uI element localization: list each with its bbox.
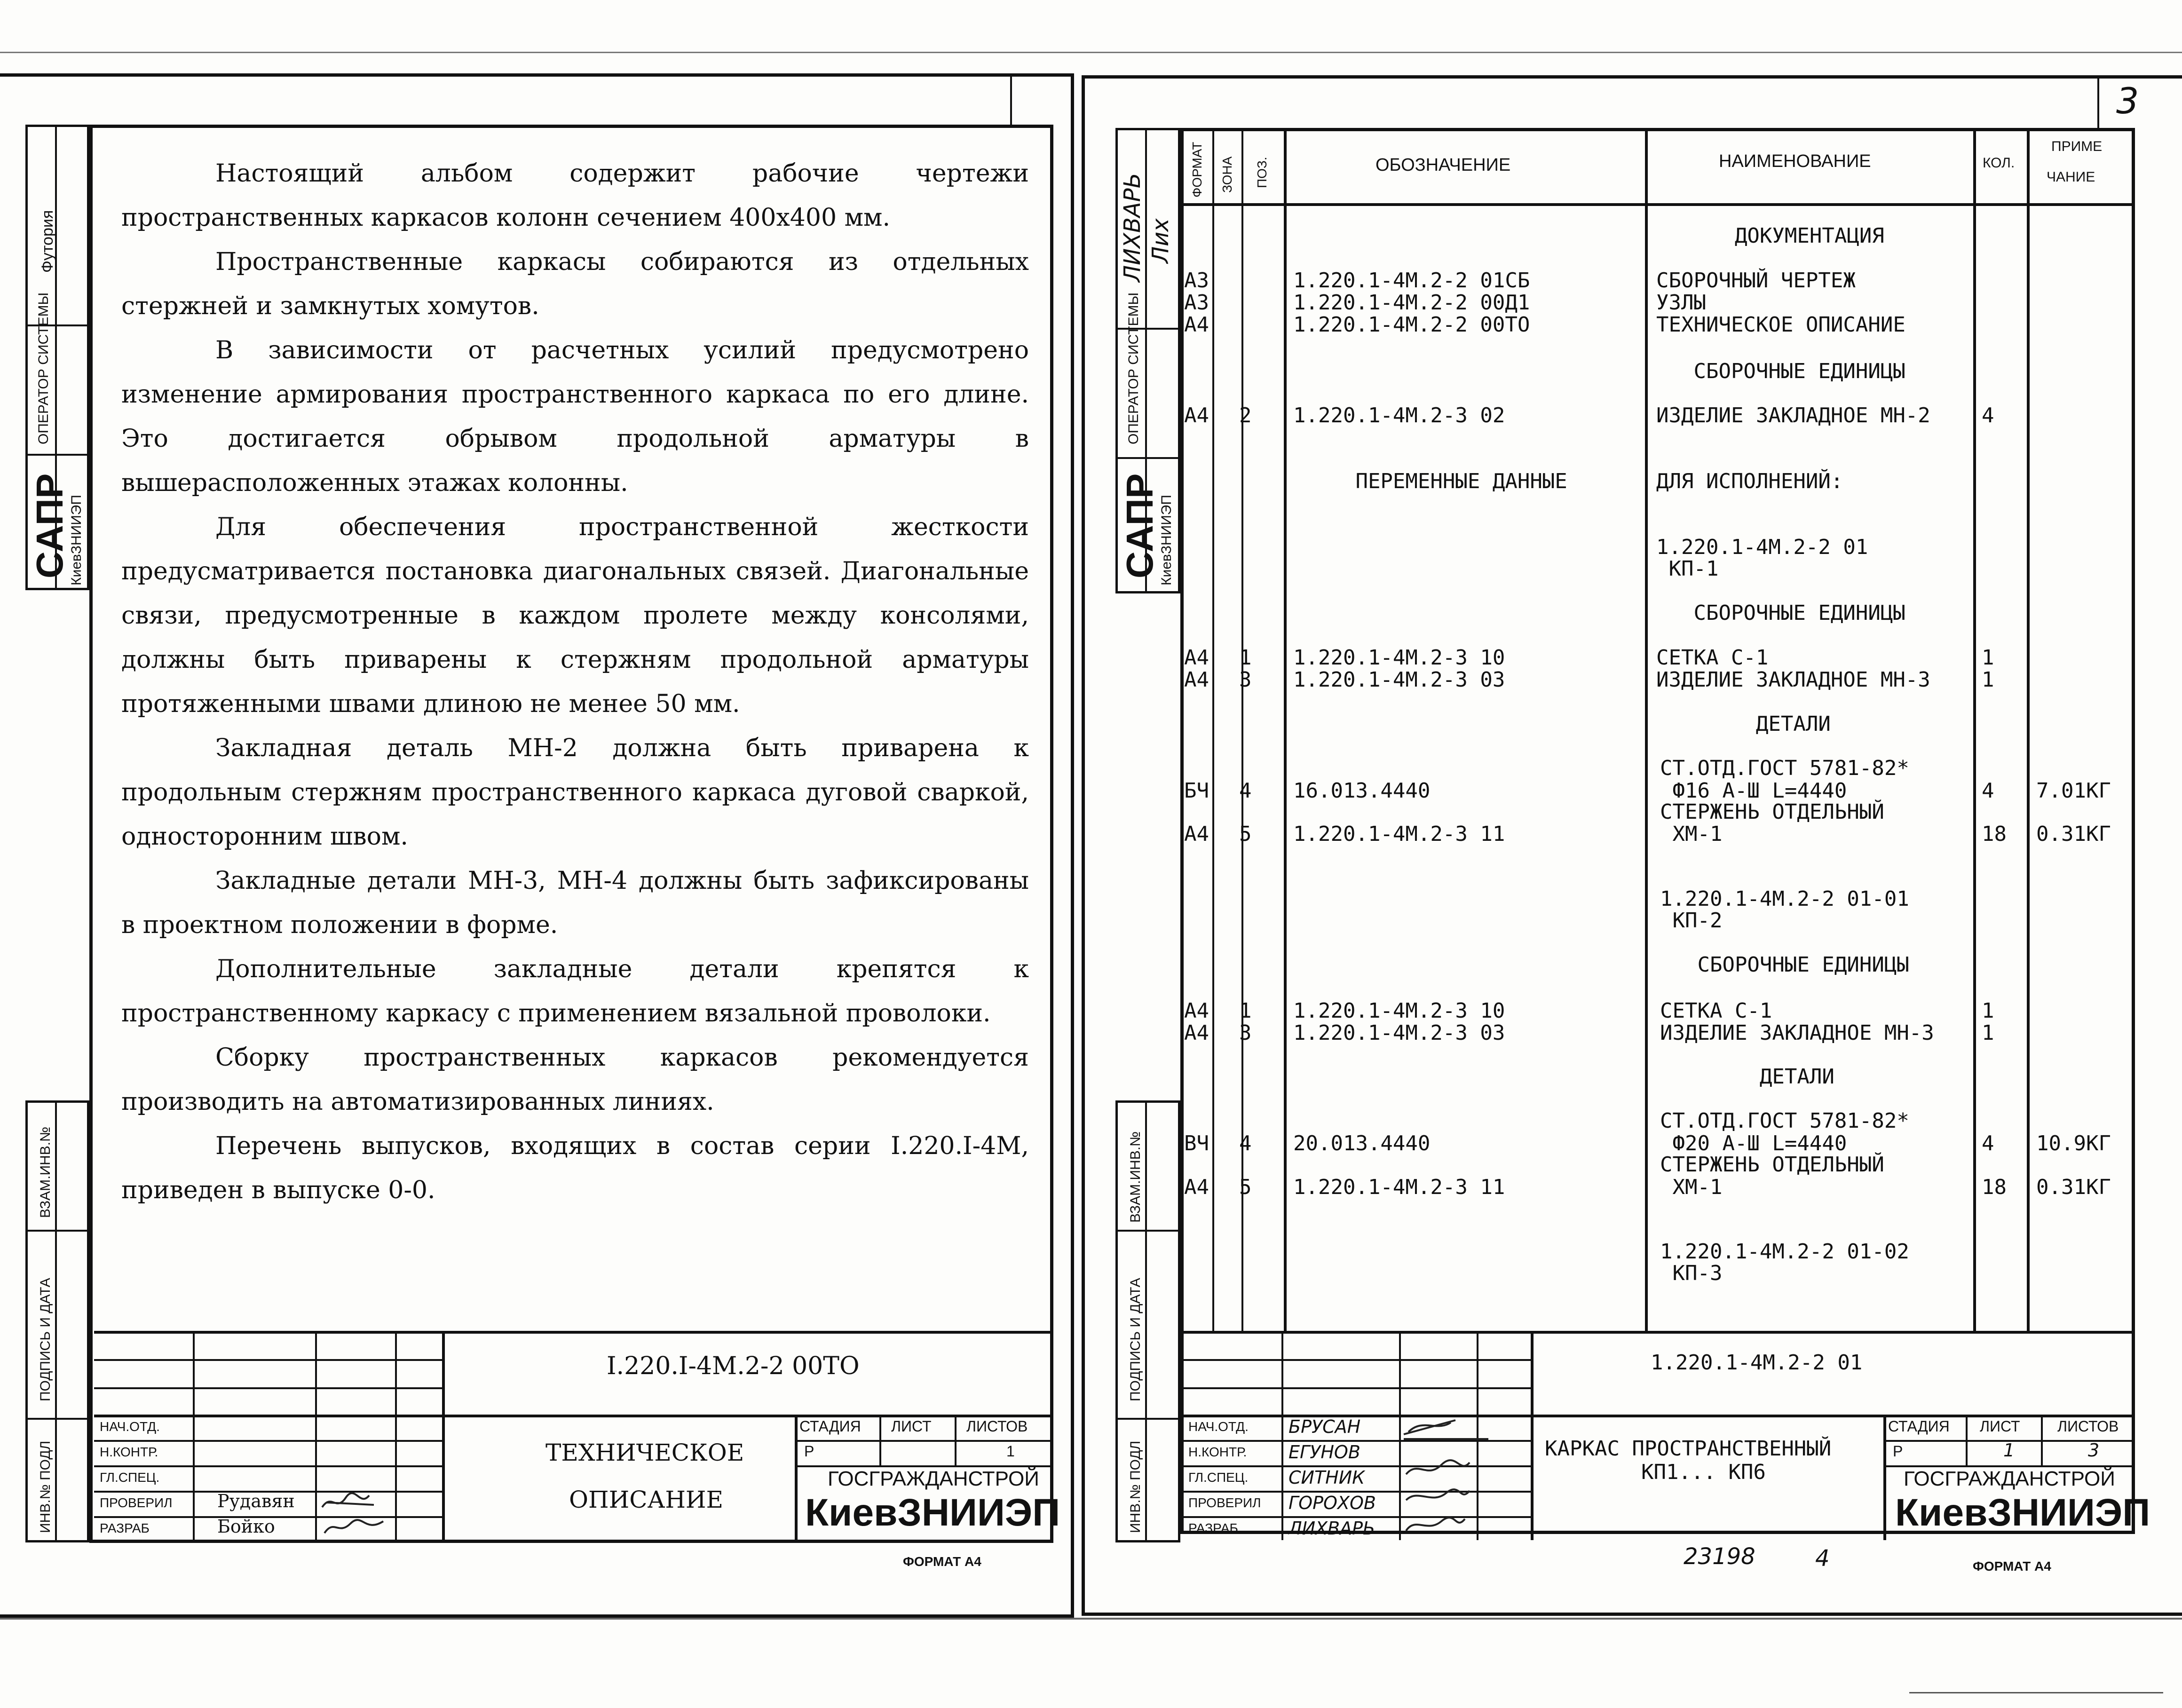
left-format-label: ФОРМАТ А4 [903,1554,981,1569]
right-role-4: ПРОВЕРИЛ [1188,1495,1261,1510]
right-sheet-value: 1 [2003,1440,2015,1461]
right-stamp-podpis: ПОДПИСЬ И ДАТА [1128,1278,1143,1401]
right-stage-label: СТАДИЯ [1888,1418,1950,1435]
right-format-label: ФОРМАТ А4 [1973,1559,2051,1574]
right-role-2: Н.КОНТР. [1188,1445,1247,1459]
archive-number: 23198 [1684,1543,1755,1570]
hdr-note-1: ПРИМЕ [2051,139,2103,154]
hdr-name: НАИМЕНОВАНИЕ [1719,151,1871,171]
right-stage-value: Р [1893,1443,1903,1460]
right-name-4: ГОРОХОВ [1289,1493,1376,1513]
left-doc-title-2: ОПИСАНИЕ [569,1486,724,1513]
left-sheets-value: 1 [1006,1443,1015,1460]
right-stamp-inv: ИНВ.№ ПОДЛ [1128,1440,1143,1533]
hdr-pos: ПОЗ. [1255,157,1269,188]
paragraph-1: Настоящий альбом содержит рабочие чертежи пространственных каркасов колонн сечением 400х400 мм. [121,159,1029,232]
scan-edge-top [0,52,2182,53]
right-signatures [1399,1413,1493,1540]
right-role-5: РАЗРАБ. [1188,1521,1242,1535]
left-side-stamp-lower [25,1100,89,1542]
hdr-zone: ЗОНА [1220,156,1234,193]
page-number: 3 [2116,80,2139,122]
left-stamp-sapr: САПР [29,473,71,578]
left-sheets-label: ЛИСТОВ [966,1418,1028,1435]
right-name-3: СИТНИК [1289,1467,1365,1488]
paragraph-3: В зависимости от расчетных усилий предусмотрено изменение армирования пространственного каркаса по его длине. Это достигается обрывом продольной арматуры в вышерасположенных этажах колонны. [121,336,1029,497]
hdr-note-2: ЧАНИЕ [2047,169,2095,185]
left-role-5: РАЗРАБ [100,1521,150,1535]
right-sheets-value: 3 [2088,1440,2100,1461]
right-doc-title-2: КП1... КП6 [1641,1460,1766,1484]
hdr-qty: КОЛ. [1983,155,2015,171]
hdr-format: ФОРМАТ [1190,142,1204,198]
left-stamp-podpis: ПОДПИСЬ И ДАТА [38,1278,53,1401]
right-stamp-sapr-org: КиевЗНИИЭП [1159,495,1174,585]
drawing-page: Футория ОПЕРАТОР СИСТЕМЫ САПР КиевЗНИИЭП ВЗАМ.ИНВ.№ ПОДПИСЬ И ДАТА ИНВ.№ ПОДЛ Настоящий альбом содержит рабочие чертежи пространственных каркасов колонн сечением 400х400 мм. Пространственные каркасы собираются из отдельных стержней и замкнутых хомутов. В зависимости от расчетных усилий предусмотрено изменение армирования пространственного каркаса по его длине. Это достигается обрывом продольной арматуры в вышерасположенных этажах колонны. Для обеспечения пространственной жесткости предусматривается постановка диагональных связей. Диагональные связи, предусмотренные в каждом пролете между консолями, должны быть приварены к стержням продольной арматуры протяженными швами длиною не менее 50 мм. Закладная деталь МН-2 должна быть приварена к продольным стержням пространственного каркаса дуговой сваркой, односторонним швом. Закладные детали МН-3, МН-4 должны быть зафиксированы в проектном положении в форме. Дополнительные закладные детали крепятся к пространственному каркасу с применением вязальной проволоки. Сборку пространственных каркасов рекомендуется производить на автоматизированных линиях. Перечень выпусков, входящих в состав серии I.220.I-4М, приведен в выпуске 0-0. I.220.I-4М.2-2 00ТО НАЧ.ОТД. Н.КОНТР. ГЛ.СПЕЦ. ПРОВЕРИЛ РАЗРАБ Рудавян Бойко ТЕХНИЧЕСКОЕ ОПИСАНИЕ СТАДИЯ ЛИСТ ЛИСТОВ Р 1 ГОСГРАЖДАНСТРОЙ КиевЗНИИЭП ФОРМАТ А4 3 ЛИХВАРЬ Лих ОПЕРАТОР СИСТЕМЫ САПР КиевЗНИИЭП ВЗАМ.ИНВ.№ ПОДПИСЬ И ДАТА ИНВ.№ ПОДЛ ФОРМАТ ЗОНА ПОЗ. ОБОЗНАЧЕНИЕ НАИМЕНОВАНИЕ КОЛ. ПРИМЕ ЧАНИЕ ДОКУМЕНТАЦИЯ А3 1.220.1-4М.2-2 01СБ СБОРОЧНЫЙ ЧЕРТЕЖ А3 1.220.1-4М.2-2 00Д1 УЗЛЫ А4 1.220.1-4М.2-2 00ТО ТЕХНИЧЕСКОЕ ОПИСАНИЕ СБОРОЧНЫЕ ЕДИНИЦЫ А4 2 1.220.1-4М.2-3 02 ИЗДЕЛИЕ ЗАКЛАДНОЕ МН-2 4 ПЕРЕМЕННЫЕ ДАННЫЕ ДЛЯ ИСПОЛНЕНИЙ: 1.220.1-4М.2-2 01 КП-1 СБОРОЧНЫЕ ЕДИНИЦЫ А4 1 1.220.1-4М.2-3 10 СЕТКА С-1 1 А4 3 1.220.1-4М.2-3 03 ИЗДЕЛИЕ ЗАКЛАДНОЕ МН-3 1 ДЕТАЛИ СТ.ОТД.ГОСТ 5781-82* БЧ 4 16.013.4440 Ф16 А-Ш L=4440 4 7.01КГ СТЕРЖЕНЬ ОТДЕЛЬНЫЙ А4 5 1.220.1-4М.2-3 11 ХМ-1 18 0.31КГ 1.220.1-4М.2-2 01-01 КП-2 СБОРОЧНЫЕ ЕДИНИЦЫ А4 1 1.220.1-4М.2-3 10 СЕТКА С-1 1 А4 3 1.220.1-4М.2-3 03 ИЗДЕЛИЕ ЗАКЛАДНОЕ МН-3 1 ДЕТАЛИ СТ.ОТД.ГОСТ 5781-82* ВЧ 4 20.013.4440 Ф20 А-Ш L=4440 4 10.9КГ СТЕРЖЕНЬ ОТДЕЛЬНЫЙ А4 5 1.220.1-4М.2-3 11 ХМ-1 18 0.31КГ 1.220.1-4М.2-2 01-02 КП-3 1.220.1-4М.2-2 01 НАЧ.ОТД. Н.КОНТР. ГЛ.СПЕЦ. ПРОВЕРИЛ РАЗРАБ. БРУСАН ЕГУНОВ СИТНИК ГОРОХОВ ЛИХВАРЬ КАРКАС ПРОСТРАНСТВЕННЫЙ КП1... КП6 СТАДИЯ ЛИСТ ЛИСТОВ Р 1 3 ГОСГРАЖДАНСТРОЙ КиевЗНИИЭП 23198 4 ФОРМАТ А4 [0,0,2182,1708]
left-name-4: Рудавян [217,1491,295,1511]
right-stamp-vzam: ВЗАМ.ИНВ.№ [1128,1131,1143,1223]
technical-description-text [121,151,1029,1212]
left-stage-label: СТАДИЯ [799,1418,861,1435]
right-stamp-sapr: САПР [1119,473,1161,578]
left-designation: I.220.I-4М.2-2 00ТО [607,1352,860,1380]
paragraph-9: Перечень выпусков, входящих в состав серии I.220.I-4М, приведен в выпуске 0-0. [121,1132,1029,1204]
right-name-2: ЕГУНОВ [1289,1442,1360,1463]
left-name-5: Бойко [217,1516,275,1537]
right-role-3: ГЛ.СПЕЦ. [1188,1470,1249,1485]
right-doc-title-1: КАРКАС ПРОСТРАНСТВЕННЫЙ [1545,1437,1832,1461]
left-doc-title-1: ТЕХНИЧЕСКОЕ [546,1439,744,1466]
left-role-1: НАЧ.ОТД. [100,1419,160,1434]
paragraph-5: Закладная деталь МН-2 должна быть приварена к продольным стержням пространственного каркаса дуговой сваркой, односторонним швом. [121,734,1029,851]
right-side-stamp-lower [1115,1100,1180,1542]
left-stamp-vzam: ВЗАМ.ИНВ.№ [38,1126,53,1218]
left-stamp-inv: ИНВ.№ ПОДЛ [38,1440,53,1533]
left-stamp-top-label: Футория [39,210,56,273]
scan-mark [1909,1692,2163,1693]
left-stamp-operator: ОПЕРАТОР СИСТЕМЫ [36,292,51,444]
right-stamp-handwritten-1: ЛИХВАРЬ [1119,173,1146,282]
paragraph-6: Закладные детали МН-3, МН-4 должны быть зафиксированы в проектном положении в форме. [121,867,1029,939]
right-role-1: НАЧ.ОТД. [1188,1419,1249,1434]
left-role-4: ПРОВЕРИЛ [100,1495,173,1510]
right-name-5: ЛИХВАРЬ [1289,1518,1376,1539]
right-designation: 1.220.1-4М.2-2 01 [1651,1351,1863,1375]
right-sheets-label: ЛИСТОВ [2057,1418,2119,1435]
archive-sub: 4 [1815,1545,1830,1572]
hdr-designation: ОБОЗНАЧЕНИЕ [1376,155,1511,175]
right-stamp-operator: ОПЕРАТОР СИСТЕМЫ [1126,292,1141,444]
left-signatures [317,1488,393,1540]
right-org-1: ГОСГРАЖДАНСТРОЙ [1904,1467,2115,1490]
spec-header-line [1180,203,2135,206]
paragraph-8: Сборку пространственных каркасов рекомендуется производить на автоматизированных линиях. [121,1044,1029,1116]
left-stage-value: Р [804,1443,814,1460]
left-role-2: Н.КОНТР. [100,1445,158,1459]
left-org-1: ГОСГРАЖДАНСТРОЙ [828,1467,1039,1490]
paragraph-4: Для обеспечения пространственной жесткости предусматривается постановка диагональных связей. Диагональные связи, предусмотренные в каждом пролете между консолями, должны быть приварены к стержням продольной арматуры протяженными швами длиною не менее 50 мм. [121,513,1029,718]
left-stamp-sapr-org: КиевЗНИИЭП [69,495,84,585]
right-stamp-handwritten-2: Лих [1147,218,1174,263]
paragraph-7: Дополнительные закладные детали крепятся к пространственному каркасу с применением вязальной проволоки. [121,955,1029,1028]
paragraph-2: Пространственные каркасы собираются из отдельных стержней и замкнутых хомутов. [121,248,1029,320]
left-org-2: КиевЗНИИЭП [805,1491,1060,1534]
right-name-1: БРУСАН [1289,1416,1361,1437]
right-org-2: КиевЗНИИЭП [1895,1491,2150,1534]
left-role-3: ГЛ.СПЕЦ. [100,1470,160,1485]
left-sheet-label: ЛИСТ [891,1418,932,1435]
scan-edge-bottom [0,1618,2182,1620]
right-sheet-label: ЛИСТ [1980,1418,2020,1435]
